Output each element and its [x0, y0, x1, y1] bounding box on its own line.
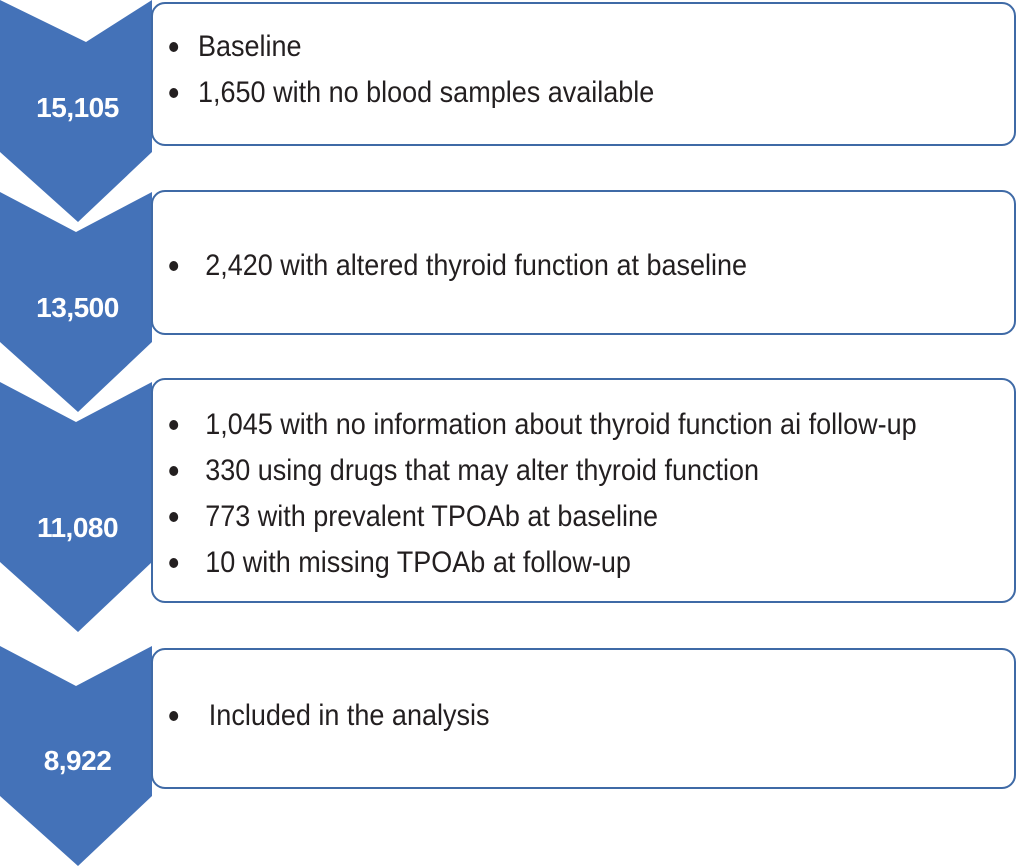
list-item: 2,420 with altered thyroid function at baseline — [153, 243, 928, 289]
stage-4-count: 8,922 — [43, 745, 112, 776]
list-item: 1,045 with no information about thyroid function ai follow-up — [153, 402, 928, 448]
stage-2-count: 13,500 — [36, 292, 119, 323]
list-item: Included in the analysis — [153, 693, 928, 739]
stage-3-count: 11,080 — [36, 512, 119, 543]
list-item: 10 with missing TPOAb at follow-up — [153, 540, 928, 586]
stage-2-box — [151, 190, 1016, 335]
list-item: 773 with prevalent TPOAb at baseline — [153, 494, 928, 540]
stage-3-box — [151, 378, 1016, 603]
stage-2-list — [153, 243, 1014, 289]
list-item: 1,650 with no blood samples available — [153, 70, 928, 116]
stage-4-box — [151, 648, 1016, 789]
stage-4-list — [153, 693, 1014, 739]
stage-3-list — [153, 402, 1014, 586]
list-item: Baseline — [153, 24, 928, 70]
stage-1-box — [151, 2, 1016, 146]
chevron-arrow-3 — [0, 382, 152, 632]
stage-1-count: 15,105 — [36, 92, 119, 123]
stage-1-list — [153, 24, 1014, 116]
list-item: 330 using drugs that may alter thyroid function — [153, 448, 928, 494]
